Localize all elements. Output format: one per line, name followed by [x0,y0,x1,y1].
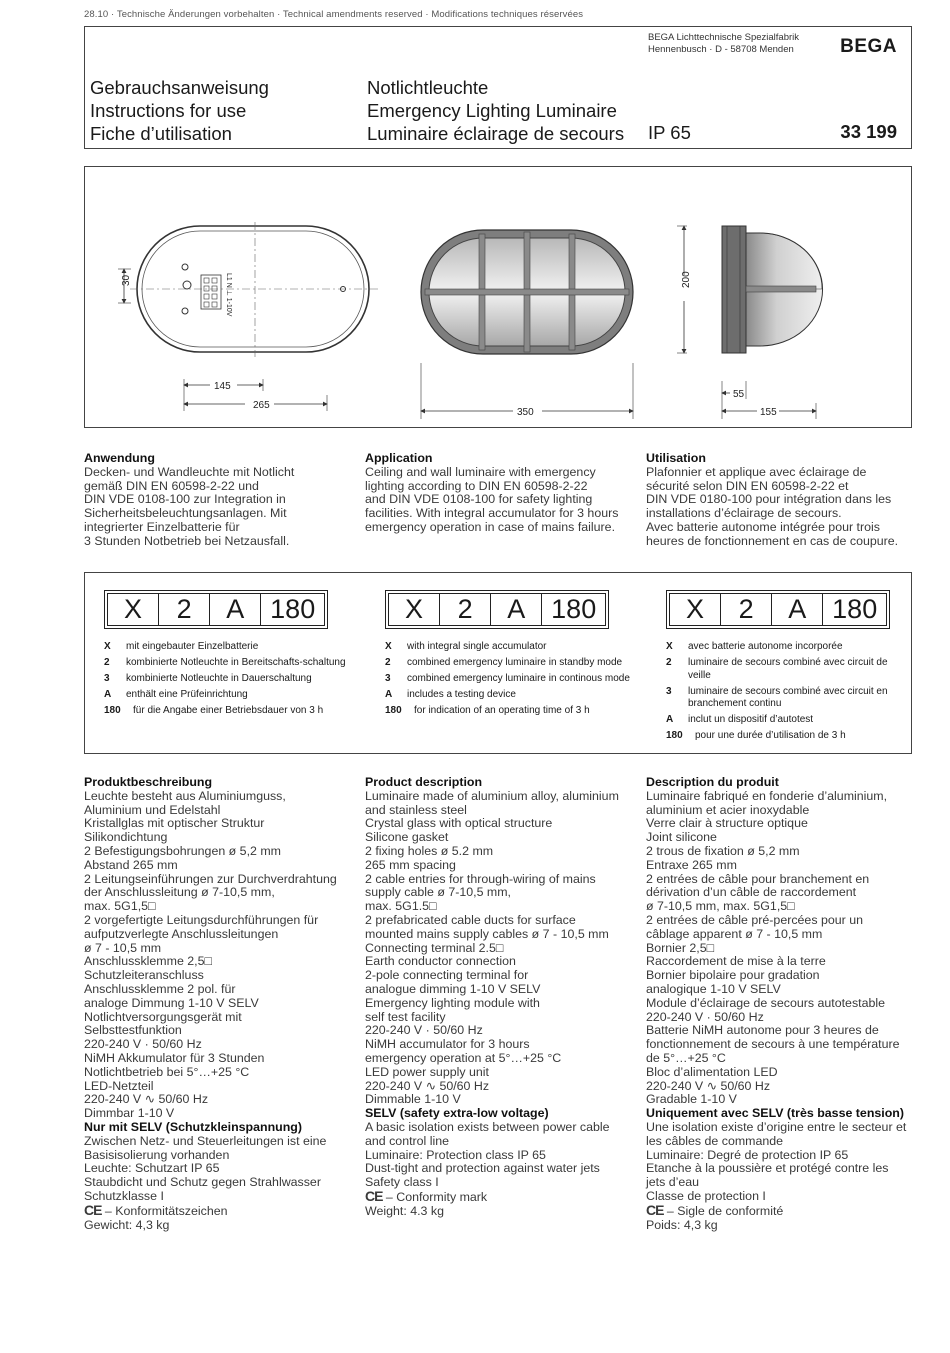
legend-value: für die Angabe einer Betriebsdauer von 3 h [133,705,324,716]
description-line: 2 Befestigungsbohrungen ø 5,2 mm [84,843,281,858]
legend-row [385,705,630,718]
code-cell: 180 [822,594,886,625]
description-line: analoge Dimmung 1-10 V SELV [84,995,259,1010]
brand-logo: BEGA [840,36,897,57]
product-description-de [84,776,359,1232]
description-line: 220-240 V · 50/60 Hz [84,1037,202,1052]
description-line: Luminaire fabriqué en fonderie d’aluminium, [646,788,888,803]
description-line: 220-240 V · 50/60 Hz [646,1009,764,1024]
ce-mark-icon: CE [84,1201,102,1218]
description-line: Dimmable 1-10 V [365,1092,461,1107]
drawing-svg [85,167,911,427]
product-de-lines [84,790,359,1121]
code-cell: A [771,594,822,625]
description-line: Bornier bipolaire pour gradation [646,968,820,983]
description-line: der Anschlussleitung ø 7-10,5 mm, [84,885,275,900]
description-line: Zwischen Netz- und Steuerleitungen ist eine [84,1133,327,1148]
dim-55: 55 [733,389,745,400]
ce-line-fr [646,1201,921,1219]
description-line: LED-Netzteil [84,1078,154,1093]
description-line: Joint silicone [646,830,717,845]
code-cell: 2 [439,594,490,625]
application-fr [646,452,916,549]
legend-key: A [385,689,393,700]
legend-key: 180 [666,730,683,741]
description-line: Silicone gasket [365,830,449,845]
header-box [84,26,912,149]
code-legend-en [385,641,630,721]
product-title-de: Notlichtleuchte [367,77,489,98]
code-de [104,590,328,629]
description-line: Kristallglas mit optischer Struktur [84,816,265,831]
description-line: Batterie NiMH autonome pour 3 heures de [646,1023,879,1038]
front-view [421,226,692,419]
company-line-1: BEGA Lichttechnische Spezialfabrik [648,32,800,43]
application-de-text: Decken- und Wandleuchte mit Notlicht gemäß DIN EN 60598-2-22 und DIN VDE 0108-100 zur Integration in Sicherheitsbeleuchtungsanlagen. Mit integrierter Einzelbatterie für 3 Stunden Notbetrieb bei Netzausfall. [84,464,295,548]
description-line: Verre clair à structure optique [646,816,808,831]
side-view [722,226,823,419]
legend-row [104,705,349,718]
rear-view [118,222,380,411]
description-line: aufputzverlegte Anschlussleitungen [84,926,279,941]
legend-value: pour une durée d’utilisation de 3 h [695,730,846,741]
description-line: mounted mains supply cables ø 7 - 10,5 mm [365,926,609,941]
description-line: LED power supply unit [365,1064,489,1079]
application-en-title: Application [365,451,433,465]
description-line: câblage apparent ø 7 - 10,5 mm [646,926,823,941]
code-cell: X [686,594,705,624]
description-line: Etanche à la poussière et protégé contre les [646,1161,889,1176]
description-line: 2 vorgefertigte Leitungsdurchführungen für [84,912,319,927]
description-line: NiMH accumulator for 3 hours [365,1037,530,1052]
description-line: Anschlussklemme 2,5□ [84,954,212,969]
product-fr-lines [646,790,921,1107]
dim-200: 200 [681,271,692,288]
code-cell: X [124,594,143,624]
description-line: 2 trous de fixation ø 5,2 mm [646,843,800,858]
description-line: Luminaire: Protection class IP 65 [365,1147,546,1162]
legend-value: avec batterie autonome incorporée [688,641,843,652]
legend-key: 2 [104,657,110,668]
application-en [365,452,640,535]
application-fr-text: Plafonnier et applique avec éclairage de sécurité selon DIN EN 60598-2-22 et DIN VDE 0180-100 pour intégration dans les installations d’éclairage de secours. Avec batterie autonome intégrée pour trois heures de fonctionnement en cas de coupure. [646,464,899,548]
product-en-selv-lines [365,1121,640,1190]
code-cell: 180 [260,594,324,625]
description-line: de 5°…+25 °C [646,1050,726,1065]
code-cell: A [209,594,260,625]
legend-row [385,657,630,670]
description-line: 220-240 V · 50/60 Hz [365,1023,483,1038]
description-line: 220-240 V ∿ 50/60 Hz [646,1078,771,1093]
product-title-fr: Luminaire éclairage de secours [367,123,625,144]
legend-row [666,686,911,711]
ce-text-de: – Konformitätszeichen [104,1203,228,1218]
description-line: Selbsttestfunktion [84,1023,182,1038]
ce-mark-icon: CE [365,1187,383,1204]
legend-key: 2 [385,657,391,668]
code-legend-de [104,641,349,721]
description-line: 2-pole connecting terminal for [365,968,529,983]
legend-value: luminaire de secours combiné avec circuit de veille [688,657,888,681]
classification-code-box [84,572,912,754]
ip-rating: IP 65 [648,122,691,143]
description-line: max. 5G1,5□ [84,899,156,914]
legend-row [666,641,911,654]
code-cell: 2 [720,594,771,625]
legend-value: includes a testing device [407,689,516,700]
description-line: les câbles de commande [646,1133,784,1148]
legend-key: X [666,641,673,652]
description-line: Leuchte: Schutzart IP 65 [84,1161,220,1176]
doc-titles [90,76,269,145]
product-de-selv-title: Nur mit SELV (Schutzkleinspannung) [84,1119,302,1134]
application-fr-title: Utilisation [646,451,706,465]
description-line: Connecting terminal 2.5□ [365,940,504,955]
legend-value: mit eingebauter Einzelbatterie [126,641,259,652]
description-line: Dust-tight and protection against water jets [365,1161,600,1176]
legend-row [104,673,349,686]
legend-row [104,657,349,670]
description-line: 2 cable entries for through-wiring of mains [365,871,596,886]
dim-155: 155 [760,407,777,418]
description-line: emergency operation at 5°…+25 °C [365,1050,562,1065]
description-line: Anschlussklemme 2 pol. für [84,981,236,996]
product-en-title: Product description [365,775,483,789]
description-line: supply cable ø 7-10,5 mm, [365,885,511,900]
description-line: Emergency lighting module with [365,995,540,1010]
ce-line-en [365,1187,640,1205]
legend-key: X [385,641,392,652]
description-line: self test facility [365,1009,446,1024]
product-title-en: Emergency Lighting Luminaire [367,100,617,121]
description-line: Notlichtbetrieb bei 5°…+25 °C [84,1064,250,1079]
code-cell: 2 [158,594,209,625]
revision-line: 28.10 · Technische Änderungen vorbehalten · Technical amendments reserved · Modifications techniques réservées [84,9,584,20]
description-line: Luminaire: Degré de protection IP 65 [646,1147,849,1162]
description-line: Gradable 1-10 V [646,1092,737,1107]
description-line: and stainless steel [365,802,467,817]
description-line: 265 mm spacing [365,857,456,872]
application-de-title: Anwendung [84,451,155,465]
description-line: A basic isolation exists between power cable [365,1119,610,1134]
legend-key: A [104,689,112,700]
description-line: NiMH Akkumulator für 3 Stunden [84,1050,265,1065]
description-line: Safety class I [365,1175,439,1190]
legend-row [666,657,911,682]
ce-mark-icon: CE [646,1201,664,1218]
description-line: aluminium et acier inoxydable [646,802,810,817]
legend-row [104,689,349,702]
legend-row [666,730,911,743]
legend-row [385,689,630,702]
description-line: Schutzleiteranschluss [84,968,204,983]
code-en [385,590,609,629]
description-line: 2 fixing holes ø 5.2 mm [365,843,494,858]
application-en-text: Ceiling and wall luminaire with emergency lighting according to DIN EN 60598-2-22 and DIN VDE 0108-100 for safety lighting facilities. With integral accumulator for 3 hours emergency operation in case of mains failure. [365,464,619,534]
code-cell: A [490,594,541,625]
legend-row [104,641,349,654]
dim-350: 350 [517,407,534,418]
product-de-title: Produktbeschreibung [84,775,213,789]
description-line: jets d’eau [646,1175,700,1190]
product-fr-title: Description du produit [646,775,779,789]
legend-key: 2 [666,657,672,668]
description-line: 220-240 V ∿ 50/60 Hz [365,1078,490,1093]
legend-row [385,673,630,686]
legend-key: 180 [104,705,121,716]
legend-key: A [666,714,674,725]
legend-value: for indication of an operating time of 3 h [414,705,590,716]
legend-key: 3 [104,673,110,684]
description-line: Module d’éclairage de secours autotestable [646,995,886,1010]
description-line: Staubdicht und Schutz gegen Strahlwasser [84,1175,321,1190]
code-legend-fr [666,641,911,746]
legend-key: 3 [385,673,391,684]
description-line: 2 entrées de câble pour branchement en [646,871,870,886]
article-number: 33 199 [840,121,897,142]
dim-265: 265 [253,400,270,411]
weight-de: Gewicht: 4,3 kg [84,1217,170,1232]
description-line: Basisisolierung vorhanden [84,1147,230,1162]
ce-line-de [84,1201,359,1219]
legend-value: enthält eine Prüfeinrichtung [126,689,248,700]
description-line: 2 Leitungseinführungen zur Durchverdrahtung [84,871,337,886]
legend-key: 180 [385,705,402,716]
product-en-lines [365,790,640,1107]
description-line: Une isolation existe d’origine entre le secteur et [646,1119,907,1134]
description-line: ø 7-10,5 mm, max. 5G1,5□ [646,899,795,914]
description-line: Crystal glass with optical structure [365,816,553,831]
legend-value: combined emergency luminaire in continous mode [407,673,630,684]
dim-145: 145 [214,381,231,392]
description-line: 2 entrées de câble pré-percées pour un [646,912,863,927]
company-line-2: Hennenbusch · D - 58708 Menden [648,44,794,55]
description-line: Notlichtversorgungsgerät mit [84,1009,242,1024]
description-line: 2 prefabricated cable ducts for surface [365,912,576,927]
description-line: Leuchte besteht aus Aluminiumguss, [84,788,286,803]
legend-row [666,714,911,727]
description-line: analogue dimming 1-10 V SELV [365,981,541,996]
weight-en: Weight: 4.3 kg [365,1203,444,1218]
description-line: Bloc d’alimentation LED [646,1064,778,1079]
product-en-selv-title: SELV (safety extra-low voltage) [365,1106,549,1121]
legend-key: 3 [666,685,672,697]
code-cell: 180 [541,594,605,625]
description-line: analogique 1-10 V SELV [646,981,781,996]
description-line: Luminaire made of aluminium alloy, aluminium [365,788,619,803]
product-fr-selv-lines [646,1121,921,1204]
product-fr-selv-title: Uniquement avec SELV (très basse tension) [646,1106,904,1121]
description-line: Abstand 265 mm [84,857,178,872]
description-line: max. 5G1.5□ [365,899,437,914]
product-description-en [365,776,640,1219]
terminal-label: L1 N ⊥ 1-10V [225,273,232,317]
description-line: dérivation d’un câble de raccordement [646,885,857,900]
dim-30: 30 [121,274,132,286]
legend-key: X [104,641,111,652]
application-de [84,452,354,549]
legend-value: luminaire de secours combiné avec circuit en branchement continu [688,685,888,709]
doc-title-fr: Fiche d’utilisation [90,123,232,144]
code-fr [666,590,890,629]
legend-value: combined emergency luminaire in standby mode [407,657,623,668]
doc-title-en: Instructions for use [90,100,247,121]
description-line: Entraxe 265 mm [646,857,737,872]
description-line: Raccordement de mise à la terre [646,954,826,969]
description-line: Silikondichtung [84,830,168,845]
description-line: and control line [365,1133,450,1148]
description-line: ø 7 - 10,5 mm [84,940,162,955]
company-address [648,32,799,56]
ce-text-en: – Conformity mark [385,1189,488,1204]
description-line: 220-240 V ∿ 50/60 Hz [84,1092,209,1107]
product-description-fr [646,776,921,1232]
description-line: Schutzklasse I [84,1188,164,1203]
weight-fr: Poids: 4,3 kg [646,1217,718,1232]
product-de-selv-lines [84,1135,359,1204]
legend-row [385,641,630,654]
code-cell: X [405,594,424,624]
legend-value: kombinierte Notleuchte in Bereitschafts-schaltung [126,657,346,668]
description-line: Aluminium und Edelstahl [84,802,221,817]
legend-value: kombinierte Notleuchte in Dauerschaltung [126,673,312,684]
legend-value: with integral single accumulator [407,641,547,652]
description-line: Classe de protection I [646,1188,766,1203]
technical-drawing [84,166,912,428]
description-line: Bornier 2,5□ [646,940,715,955]
legend-value: inclut un dispositif d’autotest [688,714,814,725]
product-titles [367,76,624,145]
description-line: Dimmbar 1-10 V [84,1106,175,1121]
doc-title-de: Gebrauchsanweisung [90,77,269,98]
ce-text-fr: – Sigle de conformité [666,1203,784,1218]
description-line: Earth conductor connection [365,954,516,969]
description-line: fonctionnement de secours à une température [646,1037,900,1052]
